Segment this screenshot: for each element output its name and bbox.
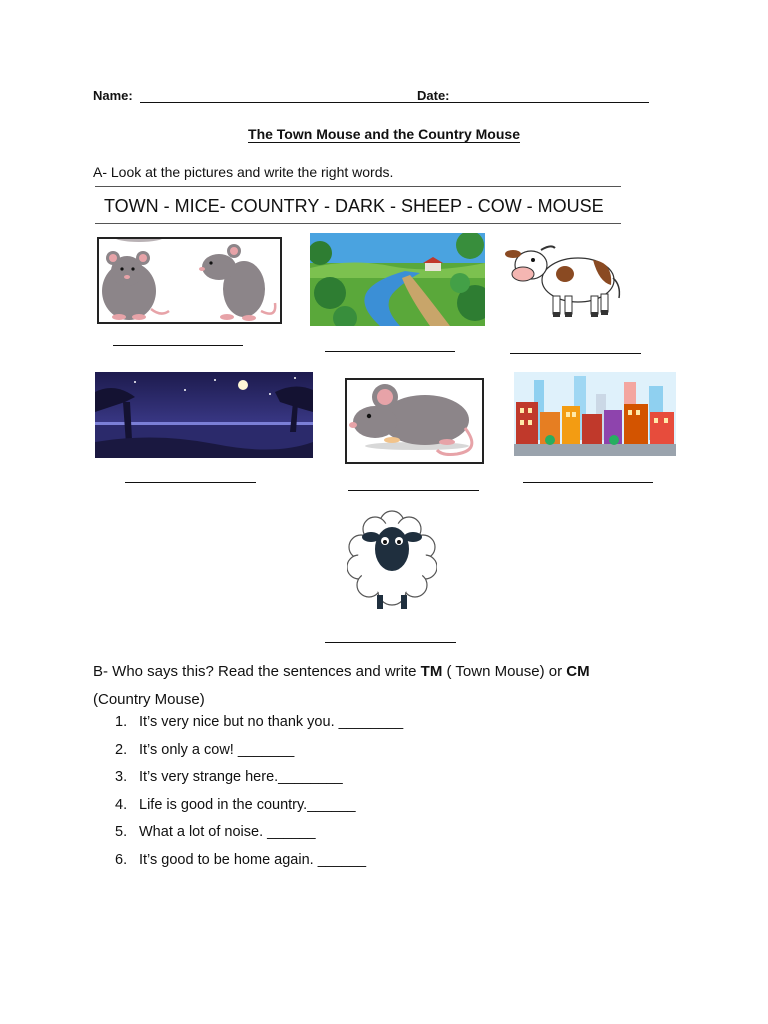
dark-night-picture bbox=[95, 372, 313, 458]
answer-blank-2[interactable] bbox=[325, 351, 455, 352]
list-item: 3. It’s very strange here.________ bbox=[115, 769, 343, 785]
town-picture bbox=[514, 372, 676, 456]
sheep-picture bbox=[347, 507, 437, 613]
sentence-text[interactable]: What a lot of noise. ______ bbox=[139, 824, 316, 840]
answer-blank-5[interactable] bbox=[348, 490, 479, 491]
tm-label: TM bbox=[420, 663, 443, 680]
section-a-instruction: A- Look at the pictures and write the right words. bbox=[93, 164, 394, 180]
list-item: 6. It’s good to be home again. ______ bbox=[115, 851, 367, 868]
mouse-picture bbox=[345, 378, 484, 464]
sentence-text[interactable]: It’s good to be home again. ______ bbox=[139, 851, 367, 868]
answer-blank-6[interactable] bbox=[523, 482, 653, 483]
sentence-text[interactable]: It’s very nice but no thank you. ________ bbox=[139, 714, 404, 730]
sentence-list bbox=[115, 712, 403, 877]
answer-blank-1[interactable] bbox=[113, 345, 243, 346]
list-item: 5. What a lot of noise. ______ bbox=[115, 824, 316, 840]
sentence-text[interactable]: It’s only a cow! _______ bbox=[139, 741, 295, 758]
page-title: The Town Mouse and the Country Mouse bbox=[248, 126, 520, 142]
word-bank: TOWN - MICE- COUNTRY - DARK - SHEEP - COW - MOUSE bbox=[95, 186, 621, 224]
name-field[interactable] bbox=[140, 102, 508, 103]
two-mice-picture bbox=[97, 237, 282, 324]
list-item: 2. It’s only a cow! _______ bbox=[115, 741, 295, 758]
countryside-picture bbox=[310, 233, 485, 326]
worksheet-header bbox=[93, 88, 649, 104]
cow-picture bbox=[503, 240, 623, 320]
answer-blank-7[interactable] bbox=[325, 642, 456, 643]
answer-blank-3[interactable] bbox=[510, 353, 641, 354]
date-field[interactable] bbox=[455, 102, 649, 103]
list-item: 4. Life is good in the country.______ bbox=[115, 796, 356, 813]
cm-label: CM bbox=[566, 663, 590, 680]
date-label: Date: bbox=[417, 88, 450, 103]
list-item: 1. It’s very nice but no thank you. ________ bbox=[115, 714, 404, 730]
sentence-text[interactable]: It’s very strange here.________ bbox=[139, 769, 343, 785]
sentence-text[interactable]: Life is good in the country.______ bbox=[139, 796, 356, 813]
name-label: Name: bbox=[93, 88, 133, 103]
answer-blank-4[interactable] bbox=[125, 482, 256, 483]
section-b-instruction: B- Who says this? Read the sentences and write TM ( Town Mouse) or CM (Country Mouse) bbox=[93, 663, 590, 708]
